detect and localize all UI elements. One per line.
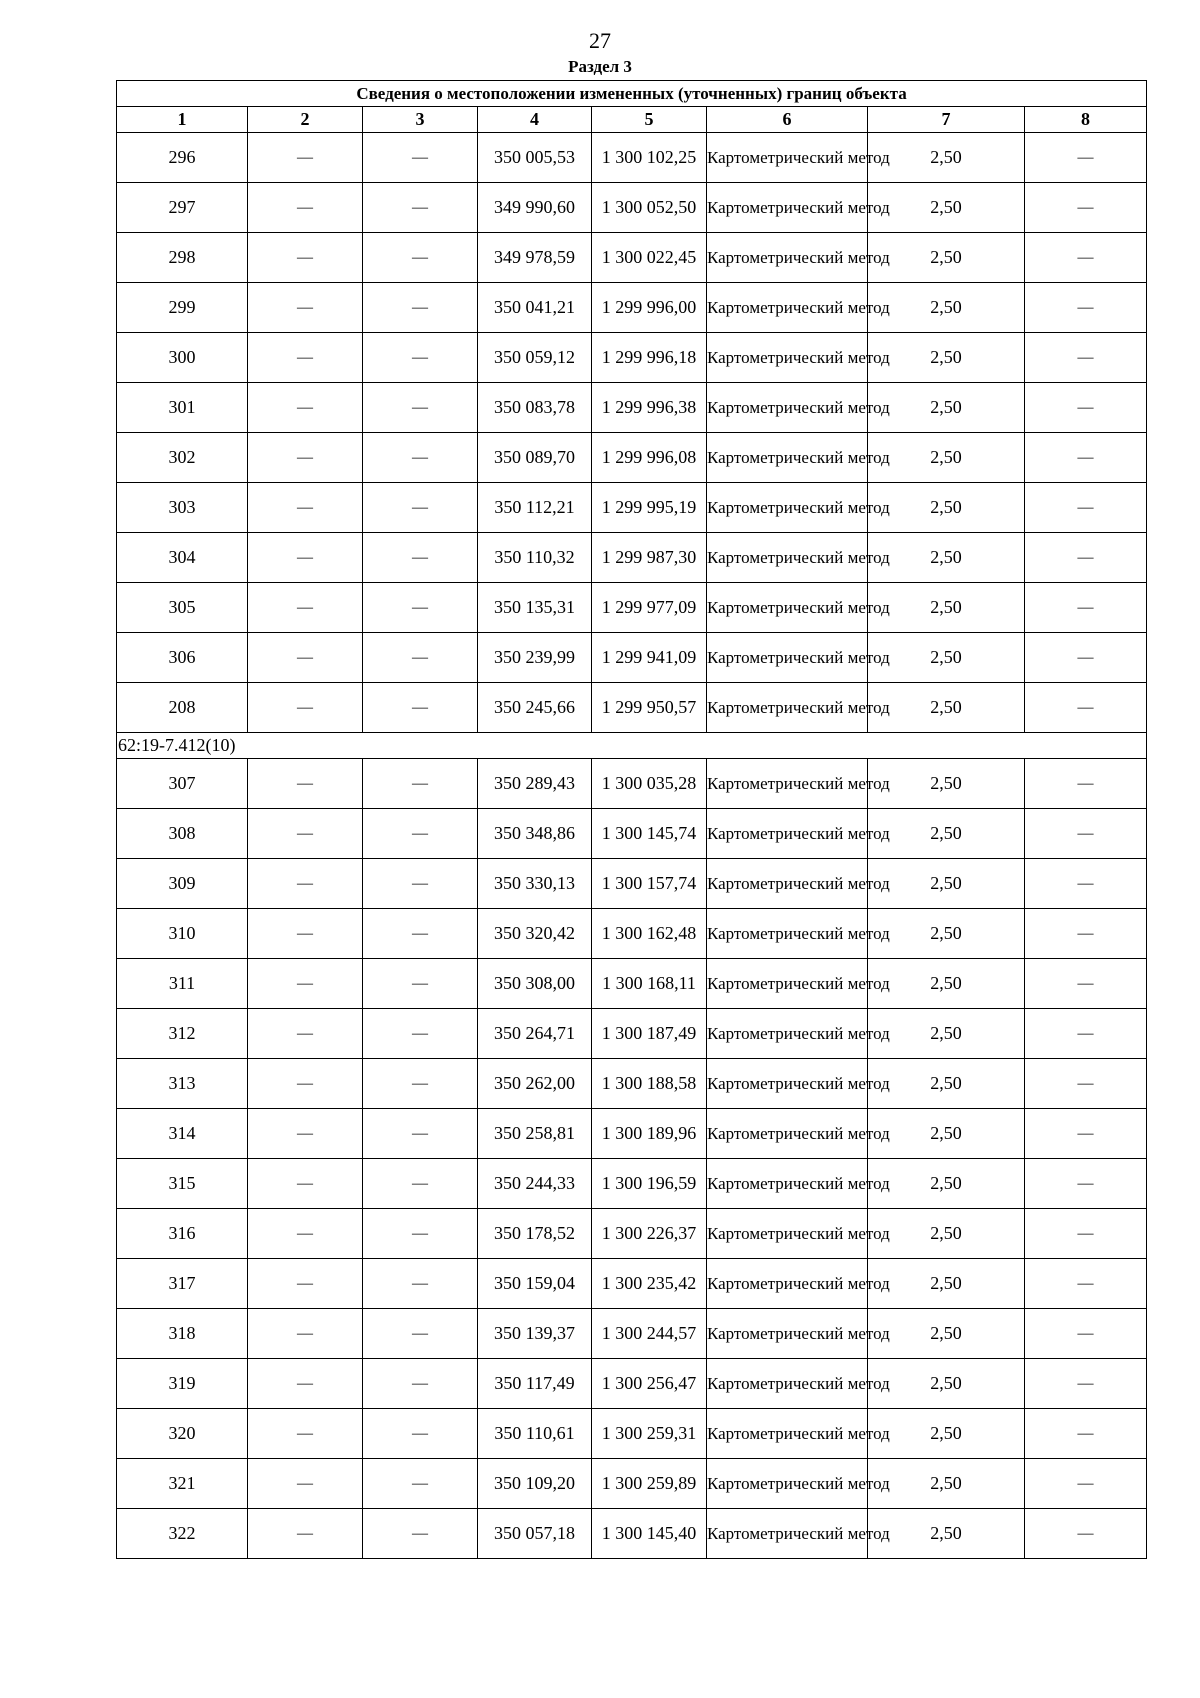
- table-row: [117, 283, 1147, 333]
- method-cell: Картометрический метод: [707, 1459, 868, 1509]
- empty-value-cell: —: [1025, 1109, 1147, 1159]
- y-coordinate-cell: 1 300 226,37: [592, 1209, 707, 1259]
- empty-value-cell: —: [248, 1459, 363, 1509]
- x-coordinate-cell: 350 112,21: [478, 483, 592, 533]
- empty-value-cell: —: [248, 809, 363, 859]
- empty-value-cell: —: [248, 1109, 363, 1159]
- accuracy-cell: 2,50: [868, 1009, 1025, 1059]
- accuracy-cell: 2,50: [868, 1059, 1025, 1109]
- table-row: [117, 909, 1147, 959]
- accuracy-cell: 2,50: [868, 1109, 1025, 1159]
- x-coordinate-cell: 350 262,00: [478, 1059, 592, 1109]
- empty-value-cell: —: [1025, 433, 1147, 483]
- point-number-cell: 297: [117, 183, 248, 233]
- x-coordinate-cell: 350 239,99: [478, 633, 592, 683]
- empty-value-cell: —: [363, 959, 478, 1009]
- y-coordinate-cell: 1 300 157,74: [592, 859, 707, 909]
- empty-value-cell: —: [248, 1209, 363, 1259]
- empty-value-cell: —: [363, 333, 478, 383]
- y-coordinate-cell: 1 300 102,25: [592, 133, 707, 183]
- point-number-cell: 317: [117, 1259, 248, 1309]
- empty-value-cell: —: [1025, 133, 1147, 183]
- accuracy-cell: 2,50: [868, 959, 1025, 1009]
- method-cell: Картометрический метод: [707, 283, 868, 333]
- method-cell: Картометрический метод: [707, 1059, 868, 1109]
- table-row: [117, 1209, 1147, 1259]
- point-number-cell: 302: [117, 433, 248, 483]
- x-coordinate-cell: 350 139,37: [478, 1309, 592, 1359]
- x-coordinate-cell: 350 330,13: [478, 859, 592, 909]
- column-header: 4: [478, 107, 592, 133]
- x-coordinate-cell: 350 289,43: [478, 759, 592, 809]
- table-row: [117, 1459, 1147, 1509]
- x-coordinate-cell: 350 041,21: [478, 283, 592, 333]
- empty-value-cell: —: [1025, 1509, 1147, 1559]
- y-coordinate-cell: 1 300 022,45: [592, 233, 707, 283]
- y-coordinate-cell: 1 300 189,96: [592, 1109, 707, 1159]
- empty-value-cell: —: [363, 533, 478, 583]
- x-coordinate-cell: 350 264,71: [478, 1009, 592, 1059]
- table-row: [117, 1359, 1147, 1409]
- column-header: 3: [363, 107, 478, 133]
- empty-value-cell: —: [363, 383, 478, 433]
- table-row: [117, 433, 1147, 483]
- table-row: [117, 533, 1147, 583]
- accuracy-cell: 2,50: [868, 759, 1025, 809]
- table-row: [117, 1109, 1147, 1159]
- accuracy-cell: 2,50: [868, 1359, 1025, 1409]
- accuracy-cell: 2,50: [868, 1259, 1025, 1309]
- empty-value-cell: —: [248, 1009, 363, 1059]
- accuracy-cell: 2,50: [868, 1459, 1025, 1509]
- point-number-cell: 319: [117, 1359, 248, 1409]
- empty-value-cell: —: [1025, 683, 1147, 733]
- table-row: [117, 1409, 1147, 1459]
- empty-value-cell: —: [1025, 183, 1147, 233]
- column-header: 8: [1025, 107, 1147, 133]
- table-row: [117, 1509, 1147, 1559]
- empty-value-cell: —: [363, 483, 478, 533]
- empty-value-cell: —: [363, 183, 478, 233]
- empty-value-cell: —: [363, 133, 478, 183]
- point-number-cell: 303: [117, 483, 248, 533]
- accuracy-cell: 2,50: [868, 1309, 1025, 1359]
- y-coordinate-cell: 1 299 996,38: [592, 383, 707, 433]
- accuracy-cell: 2,50: [868, 1509, 1025, 1559]
- group-label-filler: [248, 733, 1147, 759]
- point-number-cell: 309: [117, 859, 248, 909]
- accuracy-cell: 2,50: [868, 1409, 1025, 1459]
- empty-value-cell: —: [248, 383, 363, 433]
- empty-value-cell: —: [1025, 809, 1147, 859]
- empty-value-cell: —: [363, 683, 478, 733]
- group-row: [117, 733, 1147, 759]
- empty-value-cell: —: [248, 233, 363, 283]
- empty-value-cell: —: [1025, 333, 1147, 383]
- empty-value-cell: —: [1025, 633, 1147, 683]
- y-coordinate-cell: 1 300 162,48: [592, 909, 707, 959]
- empty-value-cell: —: [363, 759, 478, 809]
- empty-value-cell: —: [363, 1159, 478, 1209]
- empty-value-cell: —: [248, 759, 363, 809]
- empty-value-cell: —: [1025, 1359, 1147, 1409]
- point-number-cell: 300: [117, 333, 248, 383]
- page-number: 27: [589, 28, 611, 53]
- x-coordinate-cell: 350 083,78: [478, 383, 592, 433]
- y-coordinate-cell: 1 300 052,50: [592, 183, 707, 233]
- empty-value-cell: —: [363, 433, 478, 483]
- y-coordinate-cell: 1 299 996,08: [592, 433, 707, 483]
- point-number-cell: 321: [117, 1459, 248, 1509]
- empty-value-cell: —: [1025, 1159, 1147, 1209]
- table-row: [117, 233, 1147, 283]
- point-number-cell: 310: [117, 909, 248, 959]
- method-cell: Картометрический метод: [707, 1309, 868, 1359]
- method-cell: Картометрический метод: [707, 1159, 868, 1209]
- empty-value-cell: —: [248, 483, 363, 533]
- method-cell: Картометрический метод: [707, 809, 868, 859]
- column-header: 5: [592, 107, 707, 133]
- point-number-cell: 316: [117, 1209, 248, 1259]
- empty-value-cell: —: [1025, 909, 1147, 959]
- point-number-cell: 314: [117, 1109, 248, 1159]
- accuracy-cell: 2,50: [868, 333, 1025, 383]
- point-number-cell: 318: [117, 1309, 248, 1359]
- section-title: Раздел 3: [568, 57, 632, 76]
- y-coordinate-cell: 1 300 235,42: [592, 1259, 707, 1309]
- empty-value-cell: —: [248, 1509, 363, 1559]
- column-header: 6: [707, 107, 868, 133]
- accuracy-cell: 2,50: [868, 283, 1025, 333]
- y-coordinate-cell: 1 299 977,09: [592, 583, 707, 633]
- empty-value-cell: —: [248, 683, 363, 733]
- table-row: [117, 959, 1147, 1009]
- x-coordinate-cell: 349 990,60: [478, 183, 592, 233]
- y-coordinate-cell: 1 300 244,57: [592, 1309, 707, 1359]
- table-row: [117, 683, 1147, 733]
- empty-value-cell: —: [1025, 959, 1147, 1009]
- method-cell: Картометрический метод: [707, 1009, 868, 1059]
- y-coordinate-cell: 1 300 168,11: [592, 959, 707, 1009]
- empty-value-cell: —: [248, 183, 363, 233]
- empty-value-cell: —: [1025, 1059, 1147, 1109]
- empty-value-cell: —: [363, 1259, 478, 1309]
- point-number-cell: 296: [117, 133, 248, 183]
- y-coordinate-cell: 1 300 259,31: [592, 1409, 707, 1459]
- accuracy-cell: 2,50: [868, 183, 1025, 233]
- point-number-cell: 313: [117, 1059, 248, 1109]
- empty-value-cell: —: [363, 1309, 478, 1359]
- accuracy-cell: 2,50: [868, 1159, 1025, 1209]
- empty-value-cell: —: [248, 333, 363, 383]
- empty-value-cell: —: [363, 909, 478, 959]
- y-coordinate-cell: 1 300 145,74: [592, 809, 707, 859]
- x-coordinate-cell: 349 978,59: [478, 233, 592, 283]
- empty-value-cell: —: [363, 809, 478, 859]
- method-cell: Картометрический метод: [707, 1259, 868, 1309]
- method-cell: Картометрический метод: [707, 483, 868, 533]
- x-coordinate-cell: 350 117,49: [478, 1359, 592, 1409]
- column-header: 1: [117, 107, 248, 133]
- point-number-cell: 315: [117, 1159, 248, 1209]
- table-row: [117, 133, 1147, 183]
- point-number-cell: 320: [117, 1409, 248, 1459]
- empty-value-cell: —: [363, 1209, 478, 1259]
- accuracy-cell: 2,50: [868, 533, 1025, 583]
- point-number-cell: 312: [117, 1009, 248, 1059]
- column-header-row: [117, 107, 1147, 133]
- point-number-cell: 306: [117, 633, 248, 683]
- y-coordinate-cell: 1 300 035,28: [592, 759, 707, 809]
- y-coordinate-cell: 1 300 187,49: [592, 1009, 707, 1059]
- accuracy-cell: 2,50: [868, 233, 1025, 283]
- empty-value-cell: —: [363, 1409, 478, 1459]
- method-cell: Картометрический метод: [707, 1509, 868, 1559]
- x-coordinate-cell: 350 110,32: [478, 533, 592, 583]
- empty-value-cell: —: [363, 1009, 478, 1059]
- method-cell: Картометрический метод: [707, 183, 868, 233]
- empty-value-cell: —: [363, 633, 478, 683]
- accuracy-cell: 2,50: [868, 683, 1025, 733]
- empty-value-cell: —: [248, 133, 363, 183]
- empty-value-cell: —: [1025, 1309, 1147, 1359]
- table-row: [117, 583, 1147, 633]
- empty-value-cell: —: [248, 1309, 363, 1359]
- table-row: [117, 1309, 1147, 1359]
- point-number-cell: 304: [117, 533, 248, 583]
- x-coordinate-cell: 350 245,66: [478, 683, 592, 733]
- method-cell: Картометрический метод: [707, 633, 868, 683]
- point-number-cell: 322: [117, 1509, 248, 1559]
- empty-value-cell: —: [363, 859, 478, 909]
- empty-value-cell: —: [363, 233, 478, 283]
- point-number-cell: 208: [117, 683, 248, 733]
- empty-value-cell: —: [363, 1509, 478, 1559]
- method-cell: Картометрический метод: [707, 1209, 868, 1259]
- accuracy-cell: 2,50: [868, 133, 1025, 183]
- method-cell: Картометрический метод: [707, 233, 868, 283]
- y-coordinate-cell: 1 299 996,00: [592, 283, 707, 333]
- table-row: [117, 859, 1147, 909]
- empty-value-cell: —: [248, 1409, 363, 1459]
- empty-value-cell: —: [248, 959, 363, 1009]
- table-row: [117, 383, 1147, 433]
- x-coordinate-cell: 350 320,42: [478, 909, 592, 959]
- method-cell: Картометрический метод: [707, 1359, 868, 1409]
- table-row: [117, 809, 1147, 859]
- method-cell: Картометрический метод: [707, 533, 868, 583]
- y-coordinate-cell: 1 299 941,09: [592, 633, 707, 683]
- accuracy-cell: 2,50: [868, 809, 1025, 859]
- x-coordinate-cell: 350 244,33: [478, 1159, 592, 1209]
- empty-value-cell: —: [1025, 759, 1147, 809]
- empty-value-cell: —: [1025, 859, 1147, 909]
- point-number-cell: 305: [117, 583, 248, 633]
- x-coordinate-cell: 350 005,53: [478, 133, 592, 183]
- x-coordinate-cell: 350 057,18: [478, 1509, 592, 1559]
- accuracy-cell: 2,50: [868, 1209, 1025, 1259]
- method-cell: Картометрический метод: [707, 909, 868, 959]
- x-coordinate-cell: 350 178,52: [478, 1209, 592, 1259]
- x-coordinate-cell: 350 059,12: [478, 333, 592, 383]
- method-cell: Картометрический метод: [707, 133, 868, 183]
- method-cell: Картометрический метод: [707, 759, 868, 809]
- empty-value-cell: —: [248, 1359, 363, 1409]
- empty-value-cell: —: [248, 283, 363, 333]
- y-coordinate-cell: 1 299 987,30: [592, 533, 707, 583]
- table-row: [117, 759, 1147, 809]
- method-cell: Картометрический метод: [707, 333, 868, 383]
- table-row: [117, 1159, 1147, 1209]
- empty-value-cell: —: [1025, 583, 1147, 633]
- x-coordinate-cell: 350 110,61: [478, 1409, 592, 1459]
- empty-value-cell: —: [1025, 1409, 1147, 1459]
- empty-value-cell: —: [363, 1109, 478, 1159]
- point-number-cell: 298: [117, 233, 248, 283]
- empty-value-cell: —: [248, 1059, 363, 1109]
- table-row: [117, 1009, 1147, 1059]
- x-coordinate-cell: 350 135,31: [478, 583, 592, 633]
- table-row: [117, 633, 1147, 683]
- empty-value-cell: —: [1025, 1009, 1147, 1059]
- point-number-cell: 299: [117, 283, 248, 333]
- empty-value-cell: —: [248, 433, 363, 483]
- point-number-cell: 311: [117, 959, 248, 1009]
- accuracy-cell: 2,50: [868, 383, 1025, 433]
- empty-value-cell: —: [1025, 533, 1147, 583]
- x-coordinate-cell: 350 308,00: [478, 959, 592, 1009]
- accuracy-cell: 2,50: [868, 483, 1025, 533]
- y-coordinate-cell: 1 300 145,40: [592, 1509, 707, 1559]
- method-cell: Картометрический метод: [707, 859, 868, 909]
- method-cell: Картометрический метод: [707, 959, 868, 1009]
- empty-value-cell: —: [248, 909, 363, 959]
- y-coordinate-cell: 1 300 188,58: [592, 1059, 707, 1109]
- accuracy-cell: 2,50: [868, 909, 1025, 959]
- y-coordinate-cell: 1 299 995,19: [592, 483, 707, 533]
- x-coordinate-cell: 350 258,81: [478, 1109, 592, 1159]
- y-coordinate-cell: 1 300 256,47: [592, 1359, 707, 1409]
- empty-value-cell: —: [363, 1459, 478, 1509]
- method-cell: Картометрический метод: [707, 383, 868, 433]
- empty-value-cell: —: [248, 1259, 363, 1309]
- accuracy-cell: 2,50: [868, 433, 1025, 483]
- empty-value-cell: —: [1025, 1459, 1147, 1509]
- empty-value-cell: —: [1025, 1209, 1147, 1259]
- table-row: [117, 1059, 1147, 1109]
- table-row: [117, 1259, 1147, 1309]
- table-title: Сведения о местоположении измененных (уточненных) границ объекта: [117, 81, 1147, 107]
- method-cell: Картометрический метод: [707, 433, 868, 483]
- empty-value-cell: —: [248, 633, 363, 683]
- y-coordinate-cell: 1 300 196,59: [592, 1159, 707, 1209]
- empty-value-cell: —: [1025, 383, 1147, 433]
- accuracy-cell: 2,50: [868, 633, 1025, 683]
- table-row: [117, 183, 1147, 233]
- empty-value-cell: —: [248, 533, 363, 583]
- empty-value-cell: —: [363, 1359, 478, 1409]
- method-cell: Картометрический метод: [707, 683, 868, 733]
- method-cell: Картометрический метод: [707, 583, 868, 633]
- x-coordinate-cell: 350 159,04: [478, 1259, 592, 1309]
- x-coordinate-cell: 350 348,86: [478, 809, 592, 859]
- coordinates-table: [116, 80, 1147, 1559]
- empty-value-cell: —: [248, 859, 363, 909]
- column-header: 2: [248, 107, 363, 133]
- table-row: [117, 483, 1147, 533]
- column-header: 7: [868, 107, 1025, 133]
- point-number-cell: 307: [117, 759, 248, 809]
- y-coordinate-cell: 1 300 259,89: [592, 1459, 707, 1509]
- accuracy-cell: 2,50: [868, 859, 1025, 909]
- empty-value-cell: —: [1025, 1259, 1147, 1309]
- empty-value-cell: —: [1025, 483, 1147, 533]
- empty-value-cell: —: [363, 583, 478, 633]
- x-coordinate-cell: 350 109,20: [478, 1459, 592, 1509]
- empty-value-cell: —: [1025, 233, 1147, 283]
- point-number-cell: 308: [117, 809, 248, 859]
- table-row: [117, 333, 1147, 383]
- method-cell: Картометрический метод: [707, 1109, 868, 1159]
- empty-value-cell: —: [248, 583, 363, 633]
- point-number-cell: 301: [117, 383, 248, 433]
- group-label: 62:19-7.412(10): [117, 733, 248, 759]
- accuracy-cell: 2,50: [868, 583, 1025, 633]
- y-coordinate-cell: 1 299 950,57: [592, 683, 707, 733]
- y-coordinate-cell: 1 299 996,18: [592, 333, 707, 383]
- empty-value-cell: —: [363, 283, 478, 333]
- empty-value-cell: —: [1025, 283, 1147, 333]
- x-coordinate-cell: 350 089,70: [478, 433, 592, 483]
- empty-value-cell: —: [248, 1159, 363, 1209]
- empty-value-cell: —: [363, 1059, 478, 1109]
- method-cell: Картометрический метод: [707, 1409, 868, 1459]
